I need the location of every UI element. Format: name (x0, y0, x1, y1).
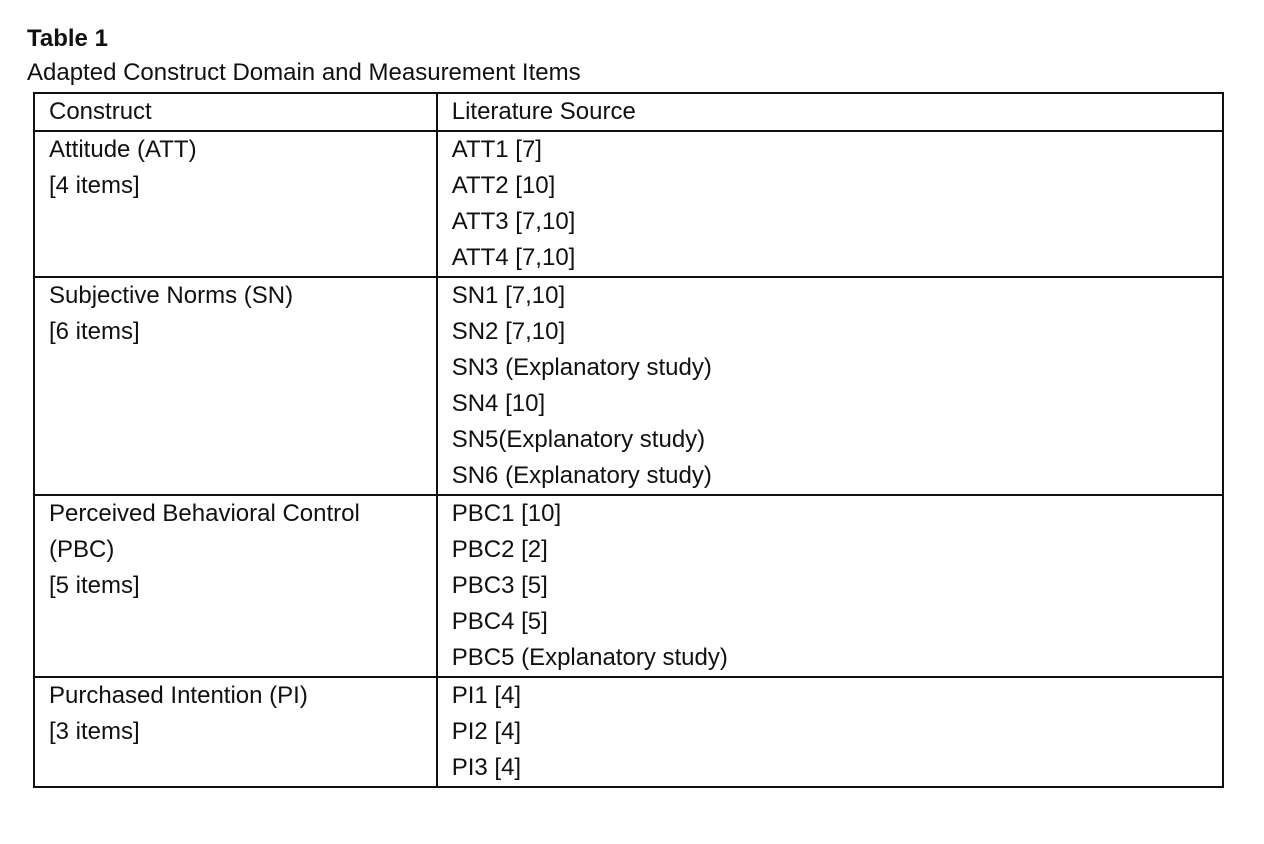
source-item: SN6 (Explanatory study) (451, 462, 712, 489)
source-cell (437, 495, 1223, 677)
construct-item-count: [6 items] (49, 318, 140, 345)
construct-cell (34, 495, 437, 677)
source-item: SN3 (Explanatory study) (451, 354, 712, 381)
source-cell (437, 131, 1223, 277)
table-row (34, 495, 1223, 677)
source-item: PI3 [4] (451, 754, 522, 781)
source-item: PI2 [4] (451, 718, 522, 745)
document-header (27, 22, 581, 90)
table-caption: Adapted Construct Domain and Measurement Items (27, 59, 581, 86)
source-item: ATT1 [7] (451, 136, 542, 163)
construct-cell (34, 677, 437, 787)
source-item: PBC5 (Explanatory study) (451, 644, 728, 671)
table-row (34, 277, 1223, 495)
source-item: SN2 [7,10] (451, 318, 566, 345)
source-item: PBC1 [10] (451, 500, 562, 527)
table-row (34, 677, 1223, 787)
source-item: SN1 [7,10] (451, 282, 566, 309)
source-item: PI1 [4] (451, 682, 522, 709)
construct-abbreviation: (PBC) (49, 536, 115, 563)
construct-name: Perceived Behavioral Control (49, 500, 360, 527)
table-label: Table 1 (27, 25, 108, 52)
source-cell (437, 277, 1223, 495)
source-item: ATT4 [7,10] (451, 244, 576, 271)
header-literature-source: Literature Source (437, 93, 1223, 131)
construct-cell (34, 277, 437, 495)
construct-item-count: [5 items] (49, 572, 140, 599)
construct-name: Attitude (ATT) (49, 136, 197, 163)
source-item: SN5(Explanatory study) (451, 426, 706, 453)
table-header-row (34, 93, 1223, 131)
header-construct: Construct (34, 93, 437, 131)
table-row (34, 131, 1223, 277)
construct-name: Subjective Norms (SN) (49, 282, 294, 309)
source-item: PBC3 [5] (451, 572, 548, 599)
source-item: ATT2 [10] (451, 172, 556, 199)
construct-name: Purchased Intention (PI) (49, 682, 308, 709)
construct-item-count: [3 items] (49, 718, 140, 745)
construct-cell (34, 131, 437, 277)
source-item: ATT3 [7,10] (451, 208, 576, 235)
source-cell (437, 677, 1223, 787)
source-item: SN4 [10] (451, 390, 546, 417)
construct-table (33, 92, 1224, 788)
construct-item-count: [4 items] (49, 172, 140, 199)
source-item: PBC2 [2] (451, 536, 548, 563)
source-item: PBC4 [5] (451, 608, 548, 635)
